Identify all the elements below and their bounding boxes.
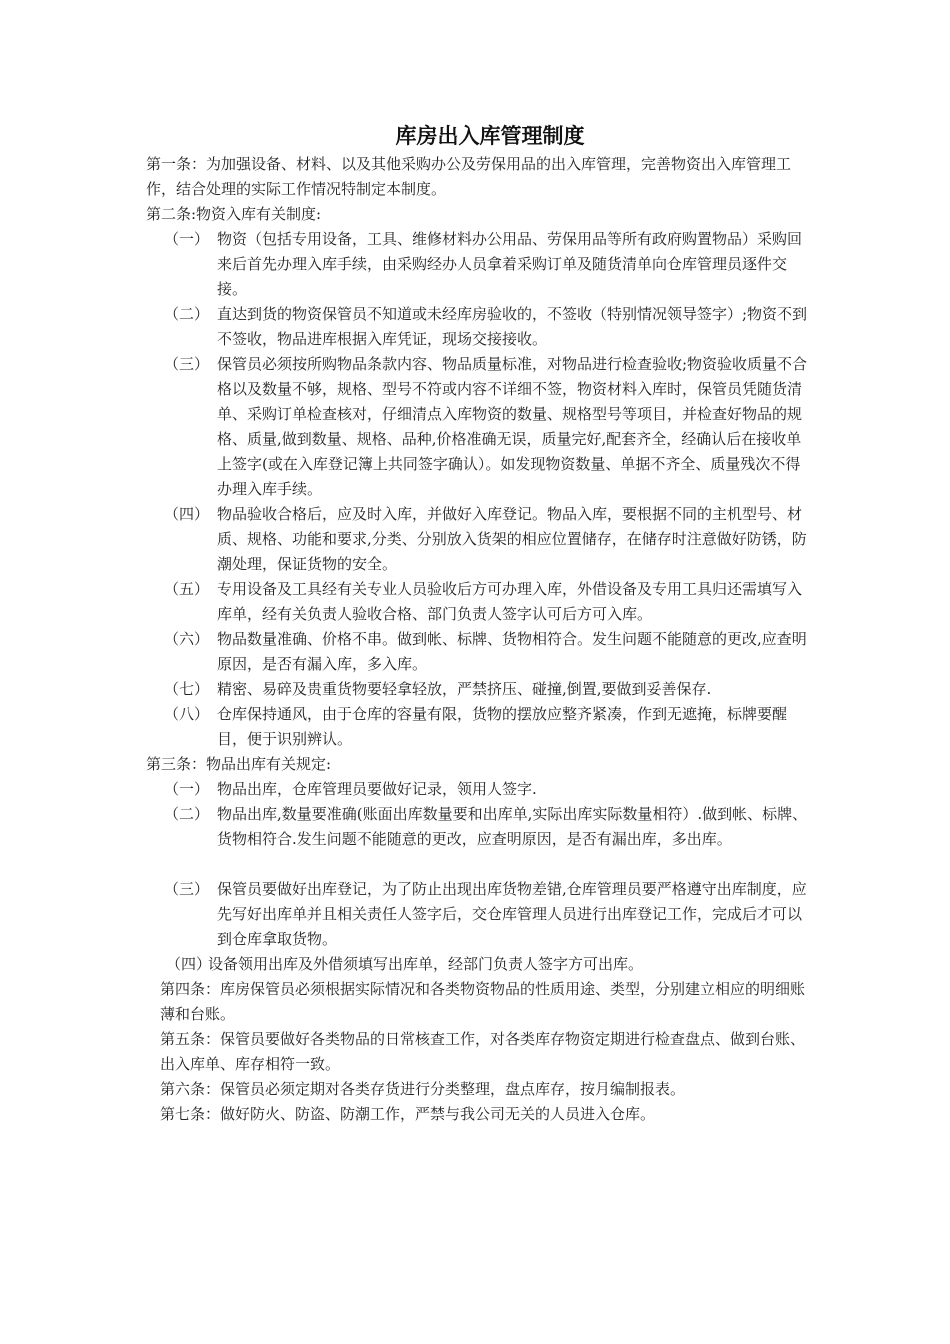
article-2-item-2	[164, 302, 814, 352]
item-number: （一）	[164, 780, 210, 798]
item-text: 精密、易碎及贵重货物要轻拿轻放，严禁挤压、碰撞,倒置,要做到妥善保存.	[217, 680, 712, 698]
article-2-item-5	[164, 577, 814, 627]
item-text: 物品出库,数量要准确(账面出库数量要和出库单,实际出库实际数量相符）.做到帐、标牌、货物相符合.发生问题不能随意的更改，应查明原因，是否有漏出库，多出库。	[217, 805, 808, 848]
item-text: 保管员必须按所购物品条款内容、物品质量标准，对物品进行检查验收;物资验收质量不合格以及数量不够，规格、型号不符或内容不详细不签，物资材料入库时，保管员凭随货清单、采购订单检查核对，仔细清点入库物资的数量、规格型号等项目，并检查好物品的规格、质量,做到数量、规格、品种,价格准确无误，质量完好,配套齐全，经确认后在接收单上签字(或在入库登记簿上共同签字确认）。如发现物资数量、单据不齐全、质量残次不得办理入库手续。	[217, 355, 808, 498]
item-text: 物品数量准确、价格不串。做到帐、标牌、货物相符合。发生问题不能随意的更改,应查明原因，是否有漏入库，多入库。	[217, 630, 807, 673]
article-3-heading: 第三条：物品出库有关规定:	[146, 755, 332, 773]
item-number: （二）	[164, 305, 210, 323]
item-number: （八）	[164, 705, 210, 723]
article-2-item-6	[164, 627, 814, 677]
item-number: （四）	[166, 955, 212, 973]
article-3-item-1	[164, 777, 814, 802]
article-4: 第四条：库房保管员必须根据实际情况和各类物资物品的性质用途、类型，分别建立相应的明细账薄和台账。	[160, 980, 806, 1023]
article-7: 第七条：做好防火、防盗、防潮工作，严禁与我公司无关的人员进入仓库。	[160, 1105, 656, 1123]
item-number: （三）	[164, 880, 210, 898]
item-number: （六）	[164, 630, 210, 648]
item-text: 物资（包括专用设备，工具、维修材料办公用品、劳保用品等所有政府购置物品）采购回来后首先办理入库手续，由采购经办人员拿着采购订单及随货清单向仓库管理员逐件交接。	[217, 230, 803, 298]
article-2-heading: 第二条:物资入库有关制度:	[146, 205, 322, 223]
document-title: 库房出入库管理制度	[395, 124, 585, 148]
item-number: （二）	[164, 805, 210, 823]
item-number: （七）	[164, 680, 210, 698]
article-2-item-8	[164, 702, 814, 752]
item-number: （四）	[164, 505, 210, 523]
article-2-item-1	[164, 227, 814, 302]
item-number: （一）	[164, 230, 210, 248]
article-2-item-4	[164, 502, 814, 577]
article-2-item-7	[164, 677, 814, 702]
item-text: 直达到货的物资保管员不知道或未经库房验收的，不签收（特别情况领导签字）;物资不到不签收，物品进库根据入库凭证，现场交接接收。	[217, 305, 808, 348]
article-2-item-3	[164, 352, 814, 502]
item-text: 仓库保持通风，由于仓库的容量有限，货物的摆放应整齐紧凑，作到无遮掩，标牌要醒目，便于识别辨认。	[217, 705, 788, 748]
item-text: 设备领用出库及外借须填写出库单，经部门负责人签字方可出库。	[208, 955, 644, 973]
article-3-item-2	[164, 802, 814, 852]
item-text: 保管员要做好出库登记，为了防止出现出库货物差错,仓库管理员要严格遵守出库制度，应先写好出库单并且相关责任人签字后，交仓库管理人员进行出库登记工作，完成后才可以到仓库拿取货物。	[217, 880, 807, 948]
item-number: （三）	[164, 355, 210, 373]
article-5: 第五条：保管员要做好各类物品的日常核查工作，对各类库存物资定期进行检查盘点、做到台账、出入库单、库存相符一致。	[160, 1030, 806, 1073]
article-6: 第六条：保管员必须定期对各类存货进行分类整理，盘点库存，按月编制报表。	[160, 1080, 686, 1098]
article-3-item-3	[164, 877, 814, 952]
article-1: 第一条：为加强设备、材料、以及其他采购办公及劳保用品的出入库管理，完善物资出入库管理工作，结合处理的实际工作情况特制定本制度。	[146, 155, 792, 198]
item-text: 专用设备及工具经有关专业人员验收后方可办理入库，外借设备及专用工具归还需填写入库单，经有关负责人验收合格、部门负责人签字认可后方可入库。	[217, 580, 803, 623]
item-text: 物品验收合格后，应及时入库，并做好入库登记。物品入库，要根据不同的主机型号、材质、规格、功能和要求,分类、分别放入货架的相应位置储存，在储存时注意做好防锈，防潮处理，保证货物的安全。	[217, 505, 807, 573]
item-text: 物品出库，仓库管理员要做好记录，领用人签字.	[217, 780, 537, 798]
article-3-item-4	[166, 952, 816, 977]
item-number: （五）	[164, 580, 210, 598]
